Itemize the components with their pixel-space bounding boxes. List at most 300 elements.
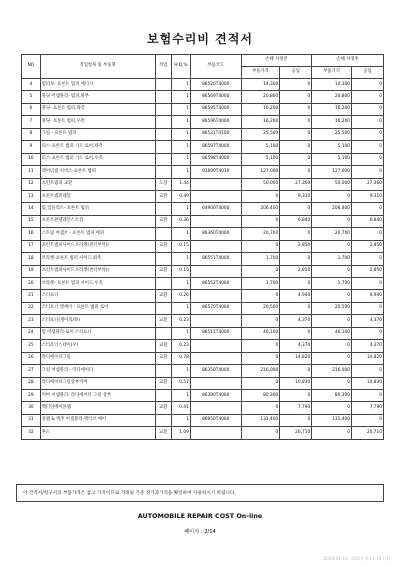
cell-item: 프론트판넬레인스트컴	[40, 215, 155, 227]
cell-no: 16	[22, 228, 41, 240]
table-row	[22, 302, 384, 314]
cell-hqty: 1	[172, 203, 191, 215]
cell-item: 스티프너	[40, 290, 155, 302]
cell-after-parts: 46,100	[312, 327, 352, 339]
cell-hqty: 1	[172, 327, 191, 339]
cell-after-parts: 0	[312, 215, 352, 227]
cell-after-parts: 14,300	[312, 79, 352, 91]
table-row	[22, 352, 384, 364]
cell-code	[190, 315, 241, 327]
table-row	[22, 377, 384, 389]
cell-no: 24	[22, 327, 41, 339]
cell-code: 86350T4000	[190, 365, 241, 377]
cell-before-parts: 0	[241, 402, 280, 414]
cell-before-labor: 20,710	[280, 427, 312, 439]
cell-item: 몰딩- 프론트 범퍼,우측	[40, 116, 155, 128]
cell-hqty: 1	[172, 128, 191, 140]
cell-no: 9	[22, 141, 41, 153]
cell-code: 86531T4100	[190, 128, 241, 140]
cell-item: 프런트범퍼사이드브라켓(센터부착)(	[40, 265, 155, 277]
cell-before-labor: 0	[280, 128, 312, 140]
cell-no: 13	[22, 190, 41, 202]
cell-after-parts: 16,200	[312, 116, 352, 128]
cell-after-parts: 25,500	[312, 128, 352, 140]
cell-hqty: 1	[172, 91, 191, 103]
cell-item: 프런트범퍼 교환	[40, 178, 155, 190]
cell-after-labor: 4,370	[351, 340, 383, 352]
table-row	[22, 427, 384, 439]
cell-code: 86570T4000	[190, 302, 241, 314]
cell-work	[155, 278, 172, 290]
cell-after-parts: 0	[312, 352, 352, 364]
cell-hqty: 1	[172, 228, 191, 240]
cell-no: 22	[22, 302, 41, 314]
cell-hqty: 0.49	[172, 190, 191, 202]
cell-hqty: 1	[172, 414, 191, 426]
cell-after-labor: 0	[351, 253, 383, 265]
cell-before-parts: 0	[241, 427, 280, 439]
cell-before-labor: 27,360	[280, 178, 312, 190]
cell-hqty: 1	[172, 365, 191, 377]
table-body	[22, 79, 384, 440]
cell-item: 백터연베이플랩	[40, 402, 155, 414]
page-number: 페이지 : 2/14	[184, 529, 216, 535]
table-row	[22, 79, 384, 91]
cell-after-parts: 16,200	[312, 103, 352, 115]
header-hqty: H.Q,%	[172, 55, 191, 79]
cell-after-labor: 0	[351, 203, 383, 215]
cell-after-parts: 0	[312, 240, 352, 252]
print-stamp: 2024-01-10, 제20등 9:15:10 (시)	[323, 556, 390, 561]
cell-item: 그릴 어셈블리 - 라디에이터	[40, 365, 155, 377]
cell-code: 64900T4000	[190, 203, 241, 215]
cell-code: 86569T4000	[190, 91, 241, 103]
cell-after-parts: 131,400	[312, 414, 352, 426]
cell-no: 21	[22, 290, 41, 302]
cell-before-parts: 0	[241, 265, 280, 277]
cell-before-labor: 0	[280, 116, 312, 128]
header-after-labor: 공임	[351, 67, 383, 79]
estimate-table	[21, 54, 384, 440]
cell-code: 86520T4000	[190, 79, 241, 91]
cell-work	[155, 79, 172, 91]
cell-after-parts: 0	[312, 427, 352, 439]
cell-no: 28	[22, 377, 41, 389]
table-row	[22, 141, 384, 153]
cell-before-parts: 216,000	[241, 365, 280, 377]
cell-work	[155, 166, 172, 178]
cell-work	[155, 103, 172, 115]
cell-after-labor: 14,820	[351, 352, 383, 364]
cell-work: 교환	[155, 340, 172, 352]
footer-title: AUTOMOBILE REPAIR COST On-line	[137, 512, 263, 520]
cell-after-labor: 0	[351, 414, 383, 426]
cell-before-parts: 20,700	[241, 228, 280, 240]
cell-work	[155, 91, 172, 103]
cell-before-labor: 0	[280, 79, 312, 91]
table-row	[22, 91, 384, 103]
cell-hqty: 1.09	[172, 427, 191, 439]
cell-after-parts: 0	[312, 315, 352, 327]
cell-work	[155, 302, 172, 314]
cell-work	[155, 203, 172, 215]
cell-before-parts: 50,000	[241, 178, 280, 190]
cell-item: 레이더빔 커넥스-프론트 범퍼	[40, 166, 155, 178]
cell-hqty: 0.15	[172, 240, 191, 252]
cell-code: 91890T4010	[190, 166, 241, 178]
cell-code: 86511T4000	[190, 327, 241, 339]
cell-item: 몰딩 어셈블리- 범퍼,하부	[40, 91, 155, 103]
cell-code: 86551T4000	[190, 253, 241, 265]
header-no: NO	[22, 55, 41, 79]
cell-hqty: 1	[172, 302, 191, 314]
cell-hqty: 1	[172, 166, 191, 178]
cell-after-parts: 1,700	[312, 253, 352, 265]
cell-item: 프런트범퍼사이드브라켓(센터부착)(	[40, 240, 155, 252]
cell-before-parts: 0	[241, 315, 280, 327]
header-before-labor: 공임	[280, 67, 312, 79]
cell-item: 브라켓-프론트 범퍼 사이드,좌측	[40, 253, 155, 265]
cell-no: 14	[22, 203, 41, 215]
cell-hqty: 0.57	[172, 377, 191, 389]
cell-work	[155, 365, 172, 377]
header-after: 손해 사정후	[312, 55, 384, 67]
cell-after-labor: 0	[351, 302, 383, 314]
cell-code	[190, 265, 241, 277]
cell-code: 86597T4000	[190, 141, 241, 153]
cell-no: 10	[22, 153, 41, 165]
cell-after-labor: 0	[351, 91, 383, 103]
cell-before-parts: 20,500	[241, 302, 280, 314]
cell-before-labor: 2,850	[280, 240, 312, 252]
table-row	[22, 103, 384, 115]
table-row	[22, 389, 384, 401]
cell-item: 브라켓- 프론트 범퍼 사이드,우측	[40, 278, 155, 290]
cell-after-labor: 0	[351, 228, 383, 240]
cell-before-labor: 9,310	[280, 190, 312, 202]
cell-item: 범퍼보- 프론트 범퍼 에너지	[40, 79, 155, 91]
header-before: 손해 사정전	[241, 55, 312, 67]
cell-code	[190, 340, 241, 352]
cell-before-labor: 0	[280, 103, 312, 115]
cell-hqty: 0.23	[172, 315, 191, 327]
table-row	[22, 327, 384, 339]
table-row	[22, 240, 384, 252]
cell-after-parts: 5,100	[312, 141, 352, 153]
table-row	[22, 203, 384, 215]
cell-before-labor: 0	[280, 302, 312, 314]
cell-item: 플랩 & 액추 어셈블리-액티브 에어	[40, 414, 155, 426]
cell-item: 스트림 어셈브 - 프론트 범퍼 에퍼	[40, 228, 155, 240]
cell-before-parts: 0	[241, 240, 280, 252]
cell-hqty: 1	[172, 116, 191, 128]
cell-work	[155, 116, 172, 128]
cell-before-parts: 0	[241, 340, 280, 352]
cell-code: 86552T4000	[190, 278, 241, 290]
table-row	[22, 228, 384, 240]
cell-no: 11	[22, 166, 41, 178]
table-row	[22, 215, 384, 227]
cell-no: 12	[22, 178, 41, 190]
cell-code: 86390T4000	[190, 389, 241, 401]
table-row	[22, 128, 384, 140]
cell-after-labor: 10,830	[351, 377, 383, 389]
cell-after-labor: 0	[351, 278, 383, 290]
cell-before-parts: 46,100	[241, 327, 280, 339]
cell-after-labor: 6,840	[351, 215, 383, 227]
table-row	[22, 402, 384, 414]
cell-code	[190, 178, 241, 190]
header-before-parts: 부품가격	[241, 67, 280, 79]
cell-no: 18	[22, 253, 41, 265]
cell-no: 6	[22, 103, 41, 115]
cell-item: 커버 어셈블리- 라디에이터 그릴 상부	[40, 389, 155, 401]
cell-work	[155, 327, 172, 339]
cell-before-parts: 16,200	[241, 116, 280, 128]
cell-before-parts: 0	[241, 215, 280, 227]
cell-after-parts: 0	[312, 265, 352, 277]
cell-no: 29	[22, 389, 41, 401]
table-row	[22, 178, 384, 190]
cell-no: 27	[22, 365, 41, 377]
cell-hqty: 1	[172, 79, 191, 91]
table-row	[22, 290, 384, 302]
cell-no: 4	[22, 79, 41, 91]
cell-no: 8	[22, 128, 41, 140]
cell-before-parts: 5,100	[241, 153, 280, 165]
cell-before-labor: 0	[280, 153, 312, 165]
table-row	[22, 315, 384, 327]
cell-no: 17	[22, 240, 41, 252]
table-row	[22, 190, 384, 202]
cell-item: 라디에이터그릴상부커버	[40, 377, 155, 389]
cell-before-labor: 4,370	[280, 340, 312, 352]
table-row	[22, 153, 384, 165]
cell-before-labor: 0	[280, 253, 312, 265]
cell-code: 86596T4000	[190, 116, 241, 128]
cell-no: 7	[22, 116, 41, 128]
cell-hqty: 1	[172, 278, 191, 290]
cell-work	[155, 141, 172, 153]
cell-code	[190, 402, 241, 414]
cell-after-labor: 0	[351, 327, 383, 339]
cell-after-parts: 0	[312, 340, 352, 352]
cell-code: 86360T4000	[190, 228, 241, 240]
cell-hqty: 1	[172, 389, 191, 401]
cell-code	[190, 190, 241, 202]
cell-after-parts: 0	[312, 377, 352, 389]
cell-code	[190, 352, 241, 364]
cell-hqty: 0.41	[172, 402, 191, 414]
cell-after-labor: 0	[351, 365, 383, 377]
cell-after-parts: 206,400	[312, 203, 352, 215]
cell-after-parts: 0	[312, 402, 352, 414]
cell-before-parts: 0	[241, 290, 280, 302]
cell-after-labor: 0	[351, 116, 383, 128]
cell-before-labor: 0	[280, 389, 312, 401]
table-row	[22, 253, 384, 265]
cell-item: 스티프너스테이(우)	[40, 340, 155, 352]
header-work: 작업	[155, 55, 172, 79]
cell-no: 20	[22, 278, 41, 290]
cell-work	[155, 414, 172, 426]
cell-work: 교환	[155, 427, 172, 439]
cell-before-labor: 0	[280, 203, 312, 215]
cell-after-labor: 0	[351, 153, 383, 165]
cell-before-labor: 10,830	[280, 377, 312, 389]
cell-hqty: 0.15	[172, 265, 191, 277]
cell-code: 86950T4000	[190, 414, 241, 426]
cell-no: 19	[22, 265, 41, 277]
cell-item: 몰딩- 프론트 범퍼,좌측	[40, 103, 155, 115]
cell-hqty: 1	[172, 253, 191, 265]
cell-before-labor: 0	[280, 228, 312, 240]
cell-item: 후드	[40, 427, 155, 439]
cell-before-parts: 20,800	[241, 91, 280, 103]
cell-work: 교환	[155, 290, 172, 302]
cell-no: 32	[22, 427, 41, 439]
cell-hqty: 1.44	[172, 178, 191, 190]
cell-before-labor: 4,940	[280, 290, 312, 302]
cell-after-parts: 80,300	[312, 389, 352, 401]
header-item: 작업항목 및 부품명	[40, 55, 155, 79]
cell-before-labor: 7,790	[280, 402, 312, 414]
cell-work: 교환	[155, 377, 172, 389]
cell-before-parts: 127,000	[241, 166, 280, 178]
table-row	[22, 340, 384, 352]
cell-after-labor: 2,850	[351, 265, 383, 277]
cell-hqty: 1	[172, 103, 191, 115]
cell-before-labor: 0	[280, 91, 312, 103]
cell-work	[155, 128, 172, 140]
cell-before-parts: 80,300	[241, 389, 280, 401]
cell-hqty: 0.26	[172, 290, 191, 302]
cell-after-parts: 1,700	[312, 278, 352, 290]
cell-after-labor: 9,310	[351, 190, 383, 202]
cell-item: 스티프너(재이의/좌)	[40, 315, 155, 327]
header-code: 부품코드	[190, 55, 241, 79]
cell-item: 라디에이터그릴	[40, 352, 155, 364]
cell-hqty: 1	[172, 153, 191, 165]
cell-before-parts: 206,400	[241, 203, 280, 215]
cell-work: 교환	[155, 265, 172, 277]
cell-before-labor: 0	[280, 365, 312, 377]
cell-work: 교환	[155, 352, 172, 364]
cell-after-parts: 50,000	[312, 178, 352, 190]
document-title: 보험수리비 견적서	[147, 32, 253, 46]
cell-before-labor: 0	[280, 141, 312, 153]
cell-item: 빔 컴플리트- 프론트 범퍼	[40, 203, 155, 215]
cell-after-labor: 0	[351, 141, 383, 153]
cell-before-parts: 1,700	[241, 253, 280, 265]
cell-after-labor: 20,710	[351, 427, 383, 439]
cell-no: 5	[22, 91, 41, 103]
cell-item: 빔 어셈블리-로어 스티프너	[40, 327, 155, 339]
table-row	[22, 414, 384, 426]
cell-after-parts: 20,800	[312, 91, 352, 103]
cell-after-labor: 4,940	[351, 290, 383, 302]
cell-work: 교환	[155, 315, 172, 327]
cell-before-parts: 14,300	[241, 79, 280, 91]
cell-code	[190, 427, 241, 439]
cell-before-labor: 0	[280, 166, 312, 178]
cell-before-parts: 131,400	[241, 414, 280, 426]
cell-work	[155, 228, 172, 240]
cell-after-parts: 20,500	[312, 302, 352, 314]
table-row	[22, 278, 384, 290]
cell-no: 26	[22, 352, 41, 364]
cell-after-labor: 0	[351, 79, 383, 91]
cell-item: 그릴 - 프론트 범퍼	[40, 128, 155, 140]
cell-after-labor: 2,850	[351, 240, 383, 252]
cell-work: 교환	[155, 402, 172, 414]
cell-after-labor: 0	[351, 166, 383, 178]
cell-hqty: 0.23	[172, 340, 191, 352]
cell-hqty: 0.78	[172, 352, 191, 364]
cell-after-labor: 0	[351, 389, 383, 401]
cell-before-parts: 5,100	[241, 141, 280, 153]
cell-no: 25	[22, 340, 41, 352]
cell-before-parts: 25,500	[241, 128, 280, 140]
cell-after-labor: 0	[351, 128, 383, 140]
cell-after-labor: 0	[351, 103, 383, 115]
cell-no: 23	[22, 315, 41, 327]
cell-after-parts: 5,100	[312, 153, 352, 165]
cell-after-parts: 0	[312, 190, 352, 202]
cell-hqty: 0.36	[172, 215, 191, 227]
header-after-parts: 부품가격	[312, 67, 352, 79]
cell-work: 교환	[155, 190, 172, 202]
cell-before-labor: 0	[280, 327, 312, 339]
disclaimer-note: 이 견적서/청구서의 부품가격은 참고 가격이므로 거래일 기준 정가과가격을 확인하여 사용하시기 바랍니다.	[16, 484, 384, 502]
cell-after-parts: 0	[312, 290, 352, 302]
cell-after-labor: 27,360	[351, 178, 383, 190]
cell-before-labor: 2,850	[280, 265, 312, 277]
cell-work	[155, 153, 172, 165]
table-row	[22, 365, 384, 377]
cell-item: 스티프너 엣세이 - 프론트 범퍼 로어	[40, 302, 155, 314]
cell-code: 86595T4000	[190, 103, 241, 115]
cell-no: 31	[22, 414, 41, 426]
cell-after-parts: 20,700	[312, 228, 352, 240]
cell-work	[155, 389, 172, 401]
cell-code: 86598T4000	[190, 153, 241, 165]
cell-after-labor: 7,790	[351, 402, 383, 414]
cell-before-parts: 0	[241, 352, 280, 364]
cell-before-labor: 6,840	[280, 215, 312, 227]
cell-before-labor: 4,370	[280, 315, 312, 327]
cell-after-parts: 216,000	[312, 365, 352, 377]
cell-before-labor: 0	[280, 278, 312, 290]
cell-work: 도장	[155, 178, 172, 190]
table-row	[22, 116, 384, 128]
cell-after-parts: 127,000	[312, 166, 352, 178]
cell-before-labor: 14,820	[280, 352, 312, 364]
cell-before-parts: 1,700	[241, 278, 280, 290]
cell-item: 프론트범퍼레일	[40, 190, 155, 202]
cell-item: 피스-프론트 범퍼 가드 로어,좌측	[40, 141, 155, 153]
cell-no: 30	[22, 402, 41, 414]
cell-work	[155, 253, 172, 265]
cell-before-parts: 0	[241, 377, 280, 389]
cell-before-parts: 16,200	[241, 103, 280, 115]
cell-no: 15	[22, 215, 41, 227]
cell-code	[190, 215, 241, 227]
cell-hqty: 1	[172, 141, 191, 153]
cell-before-labor: 0	[280, 414, 312, 426]
table-row	[22, 265, 384, 277]
cell-work: 교환	[155, 240, 172, 252]
